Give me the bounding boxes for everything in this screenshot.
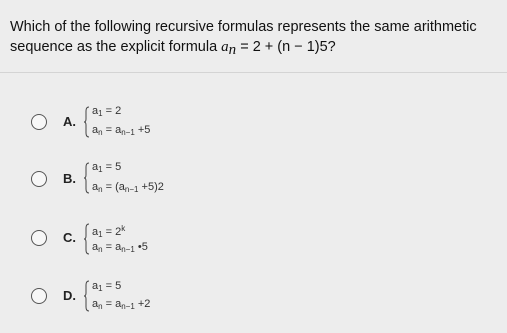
formula-line-2: $a_n = a_{n-1}$ •5 [92, 241, 148, 254]
option-letter-a: A. [63, 114, 76, 129]
formula-line-1: $a_1 = 5$ [92, 161, 122, 174]
question-line-2: sequence as the explicit formula $a_n = 2 + (n - 1)5$? [10, 39, 336, 58]
radio-button-a[interactable] [31, 114, 47, 130]
option-letter-c: C. [63, 230, 76, 245]
brace-icon [83, 280, 90, 312]
formula-line-1: $a_1 = 2^k$ [92, 224, 126, 239]
brace-icon [83, 106, 90, 138]
option-b[interactable] [0, 159, 507, 209]
formula-line-1: $a_1 = 2$ [92, 105, 122, 118]
formula-line-2: $a_n = a_{n-1} +2$ [92, 298, 151, 311]
option-a[interactable] [0, 103, 507, 153]
brace-icon [83, 223, 90, 255]
question-text [10, 17, 500, 62]
option-letter-d: D. [63, 288, 76, 303]
option-c[interactable] [0, 221, 507, 271]
radio-button-d[interactable] [31, 288, 47, 304]
formula-line-2: $a_n = a_{n-1} +5$ [92, 124, 151, 137]
question-line-1: Which of the following recursive formulas represents the same arithmetic [10, 19, 477, 35]
option-letter-b: B. [63, 171, 76, 186]
formula-line-2: $a_n = (a_{n-1} +5)2$ [92, 181, 164, 194]
divider [0, 72, 507, 73]
option-d[interactable] [0, 278, 507, 328]
radio-button-b[interactable] [31, 171, 47, 187]
brace-icon [83, 162, 90, 194]
radio-button-c[interactable] [31, 230, 47, 246]
formula-line-1: $a_1 = 5$ [92, 280, 122, 293]
